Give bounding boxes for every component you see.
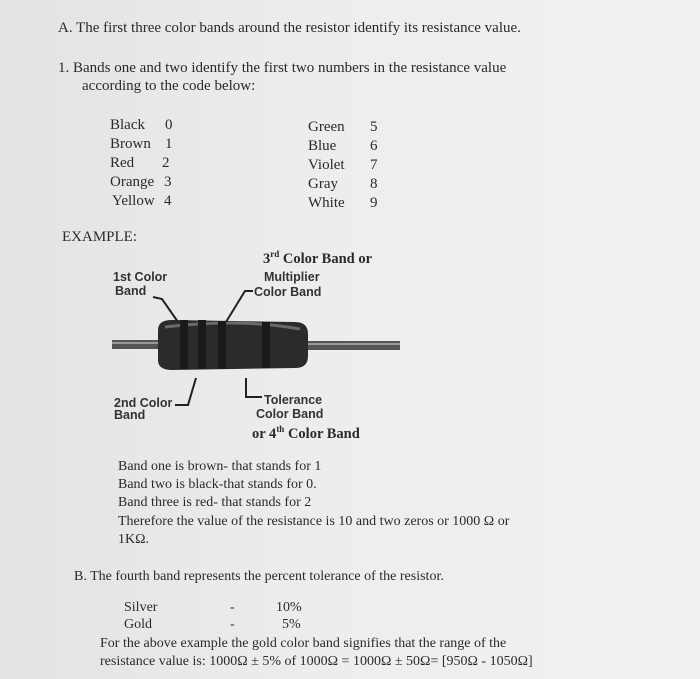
code-value: 1 bbox=[165, 136, 173, 152]
band-4 bbox=[262, 322, 270, 368]
tolerance-color-band-label: Color Band bbox=[256, 407, 324, 421]
tolerance-dash: - bbox=[230, 600, 235, 615]
explanation-line: Band three is red- that stands for 2 bbox=[118, 495, 312, 510]
code-color: Blue bbox=[308, 138, 337, 154]
first-band-arrow bbox=[153, 297, 178, 322]
explanation-line: Band one is brown- that stands for 1 bbox=[118, 459, 322, 474]
note-line-2: resistance value is: 1000Ω ± 5% of 1000Ω = 1000Ω ± 50Ω= [950Ω - 1050Ω] bbox=[100, 654, 533, 669]
code-color: Brown bbox=[110, 136, 151, 152]
code-value: 0 bbox=[165, 117, 173, 133]
tolerance-color: Silver bbox=[124, 600, 158, 615]
code-color: Orange bbox=[110, 174, 155, 190]
section-b-heading: B. The fourth band represents the percent tolerance of the resistor. bbox=[74, 569, 444, 584]
code-color: Gray bbox=[308, 176, 338, 192]
code-value: 6 bbox=[370, 138, 378, 154]
fourth-band-label: or 4th Color Band bbox=[252, 424, 360, 442]
first-band-label: 1st Color bbox=[113, 270, 168, 284]
explanation-line: 1KΩ. bbox=[118, 532, 150, 547]
note-line-1: For the above example the gold color band signifies that the range of the bbox=[100, 636, 507, 651]
code-value: 8 bbox=[370, 176, 378, 192]
band-2 bbox=[198, 320, 206, 369]
tolerance-label: Tolerance bbox=[264, 393, 323, 407]
multiplier-arrow bbox=[226, 291, 253, 322]
code-color: Green bbox=[308, 119, 345, 135]
code-color: White bbox=[308, 195, 345, 211]
explanation-line: Band two is black-that stands for 0. bbox=[118, 477, 317, 492]
code-value: 5 bbox=[370, 119, 378, 135]
tolerance-dash: - bbox=[230, 617, 235, 632]
code-value: 7 bbox=[370, 157, 378, 173]
item-1-line-2: according to the code below: bbox=[82, 78, 256, 94]
second-band-label: 2nd Color bbox=[114, 396, 173, 410]
tolerance-value: 5% bbox=[282, 617, 301, 632]
code-color: Yellow bbox=[112, 193, 155, 209]
tolerance-arrow bbox=[246, 378, 262, 397]
code-value: 9 bbox=[370, 195, 378, 211]
right-lead bbox=[305, 341, 400, 350]
first-band-label-2: Band bbox=[115, 284, 147, 298]
tolerance-value: 10% bbox=[276, 600, 302, 615]
code-value: 2 bbox=[162, 155, 170, 171]
section-a-heading: A. The first three color bands around the resistor identify its resistance value. bbox=[58, 20, 521, 36]
code-value: 3 bbox=[164, 174, 172, 190]
left-lead bbox=[112, 340, 162, 349]
band-1 bbox=[180, 320, 188, 369]
second-band-label-2: Band bbox=[114, 408, 146, 422]
multiplier-label: Multiplier bbox=[264, 270, 320, 284]
example-label: EXAMPLE: bbox=[62, 229, 137, 245]
third-band-label: 3rd Color Band or bbox=[263, 249, 373, 267]
code-color: Violet bbox=[308, 157, 345, 173]
code-value: 4 bbox=[164, 193, 172, 209]
code-color: Black bbox=[110, 117, 145, 133]
multiplier-color-band-label: Color Band bbox=[254, 285, 322, 299]
explanation-line: Therefore the value of the resistance is 10 and two zeros or 1000 Ω or bbox=[118, 514, 510, 529]
band-3 bbox=[218, 321, 226, 369]
code-color: Red bbox=[110, 155, 135, 171]
second-band-arrow bbox=[175, 378, 196, 405]
item-1-line-1: 1. Bands one and two identify the first two numbers in the resistance value bbox=[58, 60, 507, 76]
tolerance-color: Gold bbox=[124, 617, 152, 632]
